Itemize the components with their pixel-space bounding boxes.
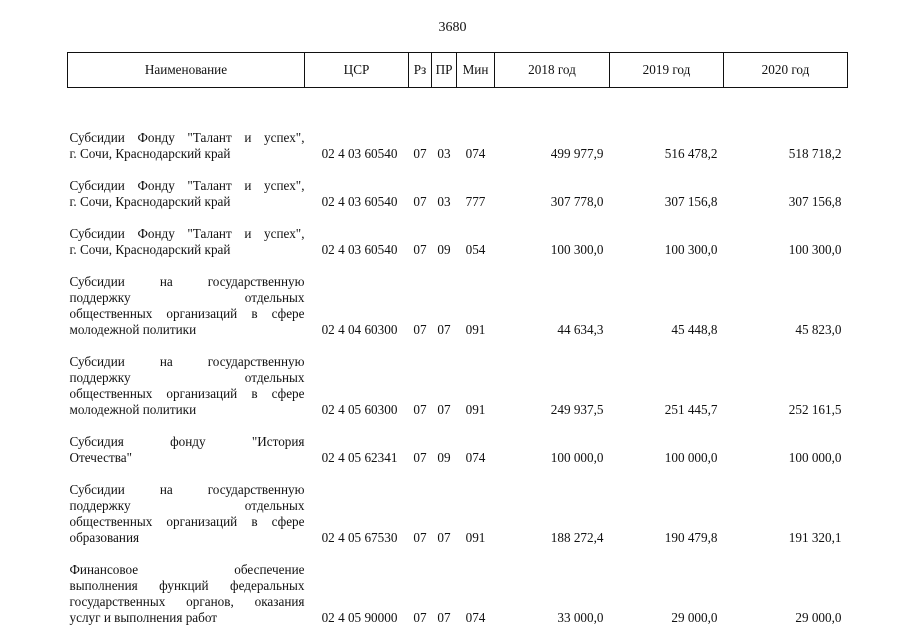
row-name [68,343,305,423]
row-name [68,167,305,215]
header-2018: 2018 год [495,53,610,88]
row-2020: 100 000,0 [788,450,842,465]
row-2018: 188 272,4 [550,530,604,545]
row-min: 054 [465,242,486,257]
row-pr: 03 [437,194,451,209]
table-row [68,88,848,168]
row-name-line: Субсидии на государственную [69,482,305,497]
header-row [68,53,848,88]
row-min: 777 [465,194,486,209]
row-name-line: общественных организаций в сфере [69,386,305,401]
row-2018: 307 778,0 [550,194,604,209]
row-2019: 29 000,0 [671,610,718,625]
row-name [68,551,305,631]
row-name-line: Субсидии Фонду "Талант и успех", [69,226,305,241]
row-name-line: Субсидия фонду "История [69,434,305,449]
row-name-line: Субсидии на государственную [69,354,305,369]
row-pr: 09 [437,450,451,465]
row-2018: 499 977,9 [550,146,604,161]
row-name-line: Субсидии на государственную [69,274,305,289]
row-min: 091 [465,402,486,417]
row-2020: 518 718,2 [788,146,842,161]
row-csr: 02 4 03 60540 [321,242,398,257]
row-min: 074 [465,610,486,625]
row-2019: 251 445,7 [664,402,718,417]
table-row [68,423,848,471]
row-name [68,423,305,471]
row-2018: 44 634,3 [557,322,604,337]
row-name [68,88,305,168]
budget-table [67,52,848,631]
row-csr: 02 4 05 90000 [321,610,398,625]
row-name-line: поддержку отдельных [69,370,305,385]
row-name-line: Отечества" [69,450,133,465]
row-name [68,215,305,263]
row-name-line: поддержку отдельных [69,290,305,305]
header-min: Мин [457,53,495,88]
row-rz: 07 [413,322,427,337]
table-row [68,263,848,343]
row-2018: 33 000,0 [557,610,604,625]
row-name-line: услуг и выполнения работ [69,610,218,625]
row-csr: 02 4 03 60540 [321,146,398,161]
row-2018: 100 300,0 [550,242,604,257]
row-csr: 02 4 05 62341 [321,450,398,465]
row-pr: 07 [437,322,451,337]
row-rz: 07 [413,242,427,257]
row-2020: 191 320,1 [788,530,842,545]
row-rz: 07 [413,402,427,417]
row-csr: 02 4 04 60300 [321,322,398,337]
row-min: 091 [465,530,486,545]
row-rz: 07 [413,194,427,209]
row-name-line: общественных организаций в сфере [69,306,305,321]
row-name-line: государственных органов, оказания [69,594,305,609]
row-name [68,263,305,343]
row-name-line: молодежной политики [69,322,197,337]
row-min: 091 [465,322,486,337]
header-csr: ЦСР [305,53,409,88]
row-csr: 02 4 05 60300 [321,402,398,417]
table-header [68,53,848,88]
row-name-line: общественных организаций в сфере [69,514,305,529]
header-2019: 2019 год [610,53,724,88]
row-pr: 07 [437,402,451,417]
row-2020: 100 300,0 [788,242,842,257]
row-name-line: Субсидии Фонду "Талант и успех", [69,178,305,193]
row-2019: 190 479,8 [664,530,718,545]
row-pr: 07 [437,530,451,545]
row-2019: 45 448,8 [671,322,718,337]
row-rz: 07 [413,146,427,161]
header-name: Наименование [68,53,305,88]
row-rz: 07 [413,530,427,545]
row-csr: 02 4 05 67530 [321,530,398,545]
table-row [68,215,848,263]
row-2019: 100 300,0 [664,242,718,257]
row-rz: 07 [413,610,427,625]
row-pr: 03 [437,146,451,161]
row-2019: 307 156,8 [664,194,718,209]
row-2020: 29 000,0 [795,610,842,625]
row-name-line: Субсидии Фонду "Талант и успех", [69,130,305,145]
table-body [68,88,848,632]
row-2019: 100 000,0 [664,450,718,465]
table-row [68,167,848,215]
row-min: 074 [465,450,486,465]
table-row [68,471,848,551]
row-name-line: поддержку отдельных [69,498,305,513]
row-2020: 307 156,8 [788,194,842,209]
row-csr: 02 4 03 60540 [321,194,398,209]
row-name [68,471,305,551]
row-name-line: г. Сочи, Краснодарский край [69,194,231,209]
row-name-line: молодежной политики [69,402,197,417]
row-name-line: образования [69,530,140,545]
row-rz: 07 [413,450,427,465]
row-pr: 07 [437,610,451,625]
row-name-line: г. Сочи, Краснодарский край [69,146,231,161]
table-row [68,343,848,423]
row-2018: 100 000,0 [550,450,604,465]
row-2018: 249 937,5 [550,402,604,417]
header-rz: Рз [409,53,432,88]
row-2019: 516 478,2 [664,146,718,161]
row-name-line: Финансовое обеспечение [69,562,305,577]
row-name-line: г. Сочи, Краснодарский край [69,242,231,257]
row-2020: 252 161,5 [788,402,842,417]
header-pr: ПР [432,53,457,88]
table-row [68,551,848,631]
row-pr: 09 [437,242,451,257]
row-min: 074 [465,146,486,161]
row-name-line: выполнения функций федеральных [69,578,305,593]
header-2020: 2020 год [724,53,848,88]
row-2020: 45 823,0 [795,322,842,337]
page-number: 3680 [438,20,467,35]
